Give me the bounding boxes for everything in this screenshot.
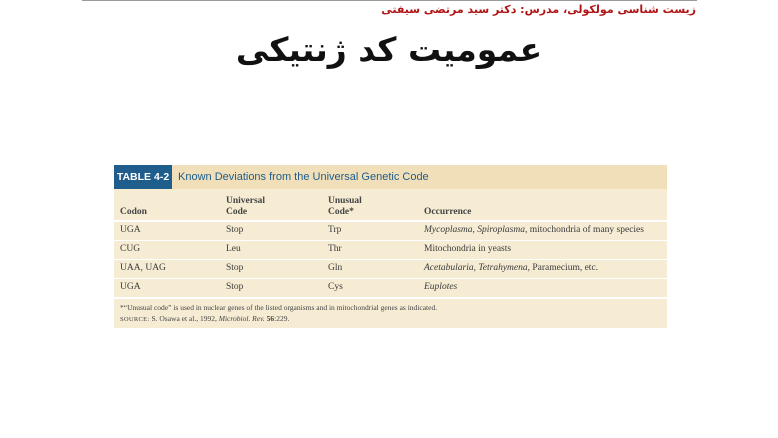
course-header: زیست شناسی مولکولی، مدرس: دکتر سید مرتضی سیفتی — [381, 3, 696, 16]
column-header-codon: Codon — [120, 207, 147, 217]
table-title: Known Deviations from the Universal Genetic Code — [178, 171, 429, 183]
footnote-divider — [114, 297, 667, 299]
table-cell-occurrence — [424, 282, 457, 293]
occurrence-text: Paramecium, etc. — [529, 263, 599, 273]
table-source — [120, 314, 289, 325]
table-cell-codon: UAA, UAG — [120, 263, 166, 273]
table-cell-codon: UGA — [120, 225, 141, 235]
source-journal: Microbiol. Rev. — [218, 314, 265, 323]
occurrence-text: Mitochondria in yeasts — [424, 244, 512, 254]
source-label: SOURCE: — [120, 316, 150, 323]
table-cell-occurrence — [424, 263, 598, 274]
occurrence-text: mitochondria of many species — [527, 225, 644, 235]
column-header-universal — [226, 196, 265, 218]
table-footnote: *“Unusual code” is used in nuclear genes of the listed organisms and in mitochondrial genes as indicated. — [120, 303, 438, 312]
column-header-occurrence: Occurrence — [424, 207, 472, 217]
slide-title: عمومیت کد ژنتیکی — [235, 30, 543, 69]
table-cell-universal: Stop — [226, 263, 244, 273]
table-caption-bar — [114, 165, 667, 189]
table-cell-universal: Leu — [226, 244, 241, 254]
organism-names: Mycoplasma, Spiroplasma, — [424, 225, 528, 235]
source-pages: :229. — [274, 314, 290, 323]
column-header-universal-line2: Code — [226, 207, 248, 217]
row-divider — [114, 278, 667, 279]
column-header-unusual — [328, 196, 362, 218]
table-cell-occurrence — [424, 225, 644, 236]
source-volume: 56 — [264, 314, 275, 323]
organism-names: Euplotes — [424, 282, 458, 292]
column-header-unusual-line1: Unusual — [328, 196, 362, 206]
table-cell-occurrence — [424, 244, 511, 255]
table-cell-unusual: Thr — [328, 244, 342, 254]
header-divider — [114, 220, 667, 222]
table-cell-universal: Stop — [226, 282, 244, 292]
genetic-code-table — [114, 165, 667, 328]
column-header-universal-line1: Universal — [226, 196, 266, 206]
organism-names: Acetabularia, Tetrahymena, — [424, 263, 530, 273]
table-cell-unusual: Trp — [328, 225, 342, 235]
table-cell-codon: UGA — [120, 282, 141, 292]
table-number: TABLE 4-2 — [114, 165, 172, 189]
table-cell-codon: CUG — [120, 244, 141, 254]
table-cell-unusual: Cys — [328, 282, 343, 292]
table-cell-unusual: Gln — [328, 263, 343, 273]
row-divider — [114, 240, 667, 241]
header-rule — [82, 0, 697, 1]
column-header-unusual-line2: Code* — [328, 207, 354, 217]
source-authors: S. Osawa et al., 1992, — [149, 314, 219, 323]
table-cell-universal: Stop — [226, 225, 244, 235]
row-divider — [114, 259, 667, 260]
